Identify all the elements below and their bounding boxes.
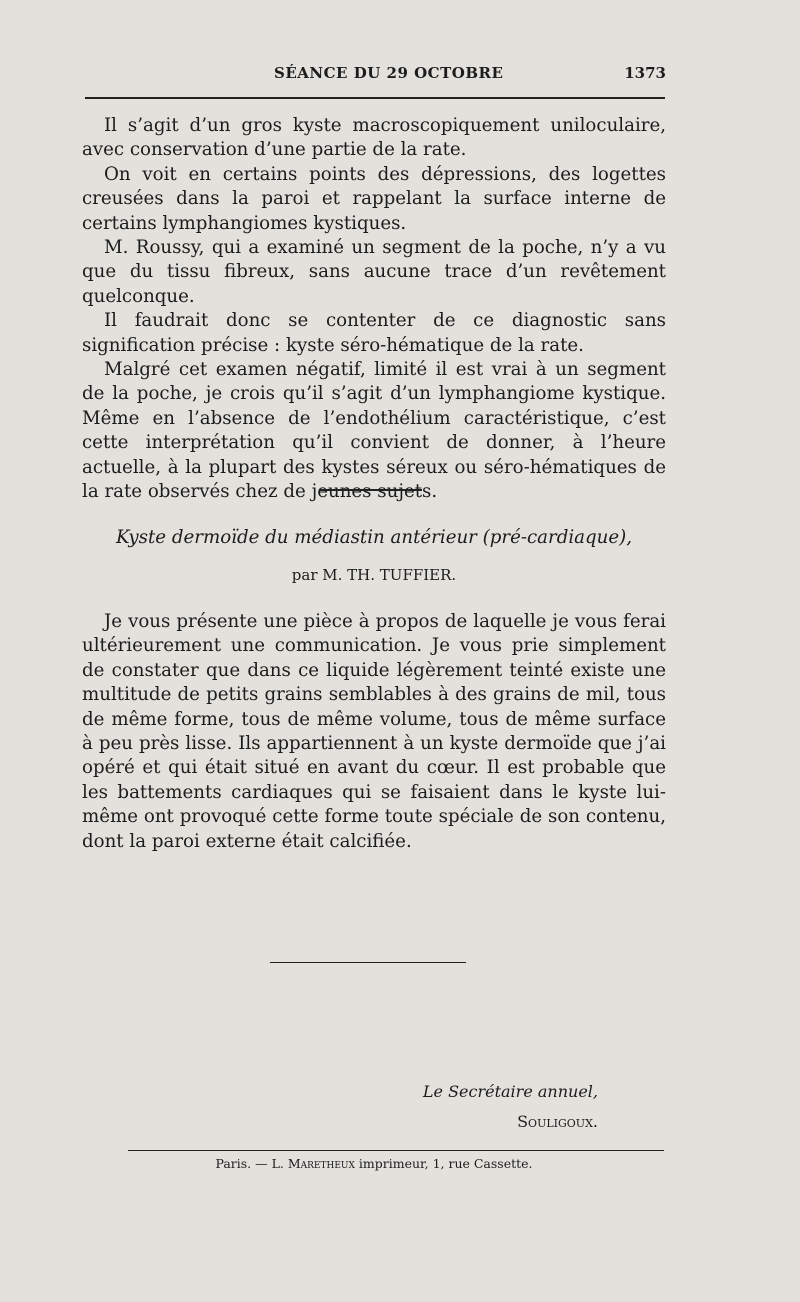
section-separator [320, 489, 422, 491]
imprint-footer [82, 1156, 666, 1171]
paragraph: M. Roussy, qui a examiné un segment de la poche, n’y a vu que du tissu fibreux, sans aucune trace d’un revêtement quelconque. [82, 237, 666, 307]
article-byline: par M. TH. TUFFIER. [291, 566, 457, 584]
page-number: 1373 [624, 64, 666, 82]
article-title: Kyste dermoïde du médiastin antérieur (pré-cardiaque), [115, 527, 633, 548]
footer-rule [128, 1150, 664, 1151]
paragraph: Je vous présente une pièce à propos de laquelle je vous ferai ultérieurement une communication. Je vous prie simplement de constater que dans ce liquide légèrement teinté existe une multitude de petits grains semblables à des grains de mil, tous de même forme, tous de même volume, tous de même surface à peu près lisse. Ils appartiennent à un kyste dermoïde que j’ai opéré et qui était situé en avant du cœur. Il est probable que les battements cardiaques qui se faisaient dans le kyste lui-même ont provoqué cette forme toute spéciale de son contenu, dont la paroi externe était calcifiée. [82, 611, 666, 852]
signature-name: Souligoux. [517, 1112, 598, 1131]
footer-publisher: Maretheux [287, 1156, 355, 1171]
footer-address: imprimeur, 1, rue Cassette. [358, 1156, 533, 1171]
article-body [82, 610, 666, 854]
footer-city: Paris. — L. [215, 1156, 284, 1171]
paragraph: Il faudrait donc se contenter de ce diagnostic sans signification précise : kyste séro-hématique de la rate. [82, 310, 666, 356]
running-title: SÉANCE DU 29 OCTOBRE [274, 64, 504, 82]
header-rule [85, 97, 665, 99]
end-separator [270, 962, 466, 963]
running-header [82, 60, 666, 86]
paragraph: Il s’agit d’un gros kyste macroscopiquement uniloculaire, avec conservation d’une partie de la rate. [82, 115, 666, 161]
paragraph: Malgré cet examen négatif, limité il est vrai à un segment de la poche, je crois qu’il s’agit d’un lymphangiome kystique. Même en l’absence de l’endothélium caractéristique, c’est cette interprétation qu’il convient de donner, à l’heure actuelle, à la plupart des kystes séreux ou séro-hématiques de la rate observés chez de jeunes sujets. [82, 359, 666, 503]
paragraph: On voit en certains points des dépressions, des logettes creusées dans la paroi et rappelant la surface interne de certains lymphangiomes kystiques. [82, 163, 666, 234]
signature-role: Le Secrétaire annuel, [422, 1082, 598, 1101]
section-body [82, 114, 666, 505]
